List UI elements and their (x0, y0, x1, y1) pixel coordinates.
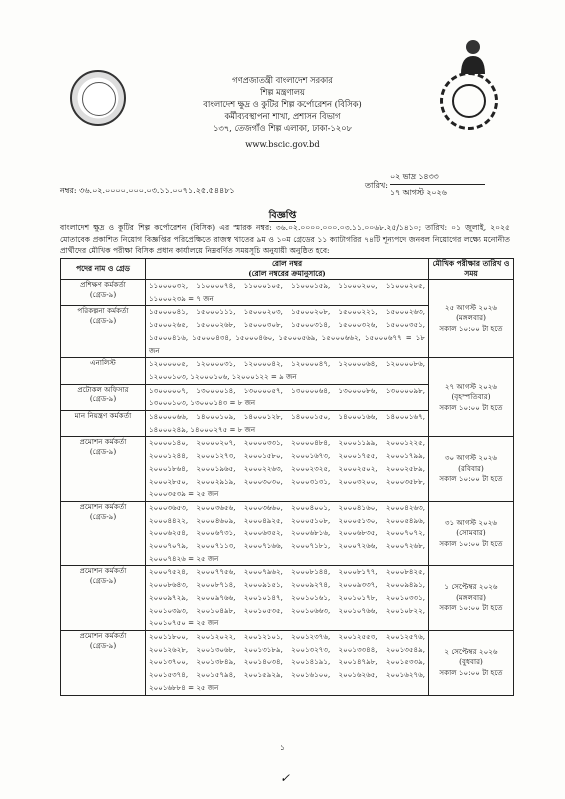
post-grade: (গ্রেড-৯) (89, 394, 117, 404)
post-name: প্রটোকল অফিসার (77, 384, 129, 394)
header-line-org: বাংলাদেশ ক্ষুদ্র ও কুটির শিল্প কর্পোরেশন (বিসিক) (203, 99, 362, 109)
schedule-date: ৩১ আগস্ট ২০২৬ (444, 517, 498, 527)
table-row (61, 566, 514, 631)
roll-cell: ১১০০০০৩২, ১১০০০০৭৪, ১১০০০১০৫, ১১০০০১৫৯, ১১০০০২০০, ১১০০০২০৫, ১১০০০২৩৯ = ৭ জন (146, 280, 429, 306)
schedule-date: ১ সেপ্টেম্বর ২০২৬ (444, 582, 498, 592)
table-row (61, 358, 514, 384)
post-cell (61, 306, 146, 358)
header-line-govt: গণপ্রজাতন্ত্রী বাংলাদেশ সরকার (232, 75, 333, 85)
schedule-cell (429, 280, 514, 358)
schedule-cell (429, 566, 514, 631)
roll-cell: ১৫০০০০৪১, ১৫০০০১১১, ১৫০০০২০৩, ১৫০০০২০৮, ১৫০০০২২১, ১৫০০০২৬৩, ১৫০০০২৬৫, ১৫০০০২৬৮, ১৫০০০৩০৮, ১৫০০০৩১৪, ১৫০০০৩২৬, ১৫০০০৩৫১, ১৫০০০৪১৬, ১৫০০০৪৩৪, ১৫০০০৪৬০, ১৫০০০৫৬৯, ১৫০০০৬৬২, ১৫০০০৬৭৭ = ১৮ জন (146, 306, 429, 358)
post-grade: (গ্রেড-৯) (89, 640, 117, 650)
notice-intro: বাংলাদেশ ক্ষুদ্র ও কুটির শিল্প কর্পোরেশন (বিসিক) এর স্মারক নম্বর: ৩৬.০২.০০০০.০০০.০৩.১১.০০৬৮.২৫/১৪১০; তারিখ: ০১ জুলাই, ২০২৫ মোতাবেক প্রকাশিত নিয়োগ বিজ্ঞপ্তির পরিপ্রেক্ষিতে রাজস্ব খাতের ৯ম ও ১০ম গ্রেডের ১১ ক্যাটাগরির ৭৪টি শূন্যপদে জনবল নিয়োগের লক্ষ্যে মনোনীত প্রার্থীদের মৌখিক পরীক্ষা বিসিক প্রধান কার্যালয়ে নিম্নবর্ণিত সময়সূচি অনুযায়ী অনুষ্ঠিত হবে: (60, 223, 510, 256)
schedule-time: সকাল ১০:০০ টা হতে (439, 323, 503, 333)
schedule-day: (বুধবার) (459, 657, 483, 667)
post-cell (61, 411, 146, 437)
portrait-image (458, 36, 488, 74)
post-cell (61, 437, 146, 502)
header-line-website: www.bscic.gov.bd (245, 139, 320, 149)
roll-cell: ২০০০৭৫২৪, ২০০০৭৭৫৬, ২০০০৭৯৬২, ২০০০৮১৪৪, ২০০০৮১৭৭, ২০০০৮৪২৫, ২০০০৮৬৪৩, ২০০০৮৭১৪, ২০০০৯১৫১, ২০০০৯২৭৪, ২০০০৯৩৩৭, ২০০০৯৪৯১, ২০০০৯৭২৯, ২০০০৯৭৬৬, ২০০১০১৪৭, ২০০১০১৬১, ২০০১০১৭৮, ২০০১০৩৩১, ২০০১০৩৯৩, ২০০১০৪৯৮, ২০০১০৫৩৫, ২০০১০৬৬৩, ২০০১০৭৬৬, ২০০১০৮২২, ২০০১০৭৫০ = ২৫ জন (146, 566, 429, 631)
header-line-section: কর্মীব্যবস্থাপনা শাখা, প্রশাসন বিভাগ (224, 111, 341, 121)
schedule-time: সকাল ১০:০০ টা হতে (439, 538, 503, 548)
schedule-time: সকাল ১০:০০ টা হতে (439, 402, 503, 412)
table-row (61, 280, 514, 306)
memo-number: নম্বর: ৩৬.০২.০০০০.০০০.০৩.১১.০০৭১.২৫.৫৪৪৮১ (60, 186, 235, 195)
notice-title-text: বিজ্ঞপ্তি (268, 210, 297, 221)
post-cell (61, 280, 146, 306)
post-name: প্রমোশন কর্মকর্তা (79, 566, 127, 576)
post-cell (61, 358, 146, 384)
schedule-cell (429, 358, 514, 437)
schedule-day: (বৃহস্পতিবার) (451, 392, 491, 402)
post-name: প্রমোশন কর্মকর্তা (79, 437, 127, 447)
table-row (61, 501, 514, 566)
schedule-cell (429, 501, 514, 566)
post-name: এনালিস্ট (90, 358, 116, 368)
schedule-cell (429, 630, 514, 695)
post-name: মান নিয়ন্ত্রণ কর্মকর্তা (74, 411, 132, 421)
post-name: প্রমোশন কর্মকর্তা (79, 630, 127, 640)
post-grade: (গ্রেড-৯) (89, 576, 117, 586)
header-line-address: ১৩৭, তেজগাঁও শিল্প এলাকা, ঢাকা-১২০৮ (213, 123, 352, 133)
schedule-date: ২৭ আগস্ট ২০২৬ (444, 381, 498, 391)
post-name: প্রমোশন কর্মকর্তা (79, 501, 127, 511)
post-name: প্রশিক্ষণ কর্মকর্তা (80, 280, 126, 289)
roll-cell: ২০০০০১৪০, ২০০০০২০৭, ২০০০০৩৩১, ২০০০০৪৮৪, ২০০০১১৯৯, ২০০০১২২৫, ২০০০১২৪৪, ২০০০১২৭৩, ২০০০১৫৮০, ২০০০১৬৭৩, ২০০০১৭৫৫, ২০০০১৭৯৯, ২০০০১৮৬৪, ২০০০১৯৬৫, ২০০০২২৬৩, ২০০০২৩২৫, ২০০০২৫০২, ২০০০২৫৮৯, ২০০০২৮৫০, ২০০০২৯১৯, ২০০০৩০৩০, ২০০০৩১৩১, ২০০০৩২০০, ২০০০৩৫৮৮, ২০০০৩৫৩৯ = ২৫ জন (146, 437, 429, 502)
post-cell (61, 501, 146, 566)
roll-cell: ১৪০০০০৬৬, ১৪০০০১০৯, ১৪০০০১২৮, ১৪০০০১৫০, ১৪০০০১৬৬, ১৪০০০১৬৭, ১৪০০০২৪৯, ১৪০০০২৭৫ = ৮ জন (146, 411, 429, 437)
signature: ✓ (280, 771, 291, 785)
roll-cell: ১৩০০০০০৭, ১৩০০০০১৪, ১৩০০০০৫৭, ১৩০০০০৬৪, ১৩০০০০৮৬, ১৩০০০০৯৮, ১৩০০০১০৩, ১৩০০০১৪৩ = ৮ জন (146, 384, 429, 410)
date-bangla: ০২ ভাদ্র ১৪৩৩ (390, 172, 439, 181)
post-name: পরিকল্পনা কর্মকর্তা (77, 306, 129, 316)
schedule-day: (রবিবার) (458, 463, 484, 473)
schedule-day: (মঙ্গলবার) (456, 592, 486, 602)
page-number: ১ (279, 743, 286, 752)
post-grade: (গ্রেড-৯) (89, 316, 117, 325)
date-label: তারিখ: (365, 181, 388, 190)
header-line-ministry: শিল্প মন্ত্রণালয় (260, 87, 305, 97)
roll-cell: ১২০০০০০৫, ১২০০০০৩১, ১২০০০০৪২, ১২০০০০৪৭, ১২০০০০৬৪, ১২০০০০৮৬, ১২০০০১০৩, ১২০০০১০৬, ১২০০০১২২ = ৯ জন (146, 358, 429, 384)
table-row (61, 437, 514, 502)
header-roll-sub: (রোল নম্বরের ক্রমানুসারে) (248, 269, 326, 278)
table-header-row (61, 259, 514, 280)
roll-cell: ২০০০৩৬৫৩, ২০০০৩৬৫৬, ২০০০৩৬৬০, ২০০০৪০০১, ২০০০৪১৬০, ২০০০৪২৬৩, ২০০০৪৪২২, ২০০০৪৬০৯, ২০০০৪৯২৫, ২০০০৫১০৮, ২০০০৫১৩০, ২০০০৫৪৯৬, ২০০০৬২৫৪, ২০০০৬৭৩১, ২০০০৬৩৫২, ২০০০৬৮১৬, ২০০০৬৮৩৫, ২০০০৭০৭২, ২০০০৭০৭৯, ২০০০৭১১৩, ২০০০৭১৬৬, ২০০০৭১৮১, ২০০০৭২৬৬, ২০০০৭২৬৮, ২০০০৭৪২৬ = ২৫ জন (146, 501, 429, 566)
schedule-time: সকাল ১০:০০ টা হতে (439, 667, 503, 677)
date-divider (390, 184, 485, 185)
post-cell (61, 630, 146, 695)
header-schedule: মৌখিক পরীক্ষার তারিখ ও সময় (429, 259, 514, 280)
schedule-date: ২ সেপ্টেম্বর ২০২৬ (444, 646, 498, 656)
schedule-date: ২৫ আগস্ট ২০২৬ (444, 302, 498, 312)
schedule-cell (429, 437, 514, 502)
post-cell (61, 566, 146, 631)
schedule-day: (মঙ্গলবার) (456, 313, 486, 323)
schedule-time: সকাল ১০:০০ টা হতে (439, 603, 503, 613)
schedule-date: ৩০ আগস্ট ২০২৬ (444, 453, 498, 463)
header-roll-title: রোল নম্বর (271, 259, 303, 268)
header-post: পদের নাম ও গ্রেড (61, 259, 146, 280)
header-roll (146, 259, 429, 280)
schedule-time: সকাল ১০:০০ টা হতে (439, 474, 503, 484)
post-cell (61, 384, 146, 410)
interview-schedule-table (60, 258, 514, 696)
post-grade: (গ্রেড-৯) (89, 447, 117, 457)
schedule-day: (সোমবার) (456, 528, 486, 538)
table-row (61, 630, 514, 695)
post-grade: (গ্রেড-৯) (89, 511, 117, 521)
post-grade: (গ্রেড-৯) (89, 289, 117, 299)
roll-cell: ২০০১১৮০০, ২০০১২০২২, ২০০১২১০১, ২০০১২৩৭৬, ২০০১২৫৫৩, ২০০১২৫৭৬, ২০০১২৬২৮, ২০০১৩০৬৮, ২০০১৩১৮৯, ২০০১৩২৭৩, ২০০১৩৩৪৪, ২০০১৩৫৪৯, ২০০১৩৭০০, ২০০১৩৮৪৯, ২০০১৪০৩৪, ২০০১৪১৯১, ২০০১৪৭৯৮, ২০০১৫৩৩৯, ২০০১৫৩৭৪, ২০০১৫৭৯৪, ২০০১৫৯২৯, ২০০১৬১০০, ২০০১৬২৬৫, ২০০১৬২৭৬, ২০০১৬৮৮৪ = ২৫ জন (146, 630, 429, 695)
date-english: ১৭ আগস্ট ২০২৬ (390, 188, 447, 197)
